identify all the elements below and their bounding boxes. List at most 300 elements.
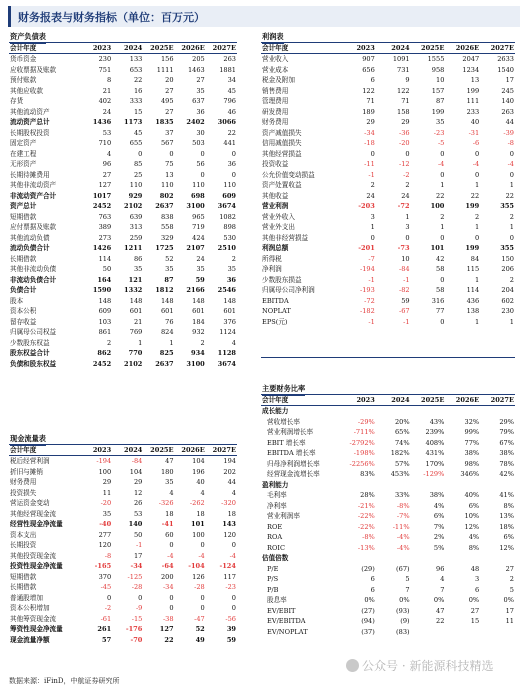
table-cell: 0	[231, 170, 236, 179]
header-year: 2024	[376, 43, 411, 54]
table-cell: -67	[398, 307, 410, 316]
table-cell: 3066	[217, 118, 236, 127]
header-year: 2024	[112, 43, 143, 54]
table-cell: -165	[94, 562, 112, 571]
table-cell: 639	[129, 212, 143, 221]
table-cell: 46	[227, 107, 236, 116]
table-cell: 27	[505, 564, 514, 573]
table-cell: -34	[364, 128, 375, 137]
header-label: 会计年度	[261, 43, 341, 54]
table-cell: 205	[192, 55, 205, 64]
table-cell: -129%	[423, 470, 445, 479]
row-label: 股息率	[267, 596, 287, 605]
row-label: 估值倍数	[262, 554, 289, 563]
table-cell: 8%	[468, 543, 480, 552]
table-cell: 2546	[217, 286, 236, 295]
table-cell: 38%	[464, 449, 480, 458]
header-year: 2025E	[143, 445, 174, 456]
table-row	[9, 338, 237, 348]
table-cell: 35	[227, 265, 236, 274]
table-cell: 83%	[360, 470, 375, 479]
table-cell: 27	[165, 107, 174, 116]
table-cell: -21%	[357, 501, 375, 510]
table-cell: 143	[222, 520, 236, 529]
table-cell: 329	[160, 233, 174, 242]
table-cell: 29	[133, 478, 143, 487]
table-cell: (9)	[400, 617, 410, 626]
report-title: 财务报表与财务指标（单位：百万元）	[18, 11, 205, 24]
table-cell: 206	[501, 265, 514, 274]
table-cell: 731	[397, 65, 410, 74]
table-cell: 140	[501, 97, 514, 106]
table-cell: 180	[160, 467, 174, 476]
table-cell: 1436	[92, 118, 112, 127]
table-cell: 4%	[433, 501, 445, 510]
table-cell: 601	[129, 307, 143, 316]
table-cell: 2	[106, 338, 112, 347]
table-cell: 424	[192, 233, 205, 242]
table-cell: 2	[405, 181, 410, 190]
table-row	[261, 75, 515, 85]
table-cell: 104	[192, 457, 205, 466]
header-year: 2027E	[480, 395, 515, 406]
table-cell: -82	[398, 286, 410, 295]
table-cell: 1082	[219, 212, 236, 221]
table-cell: -711%	[353, 428, 375, 437]
row-label: 经营性现金净流量	[10, 520, 63, 529]
table-cell: 24	[401, 191, 410, 200]
table-cell: -4%	[396, 543, 410, 552]
table-cell: -31	[468, 128, 480, 137]
row-label: 财务费用	[262, 118, 289, 127]
table-cell: 189	[362, 107, 375, 116]
table-row	[9, 540, 237, 550]
table-cell: 115	[466, 265, 480, 274]
table-row	[261, 138, 515, 148]
table-cell: 230	[98, 55, 112, 64]
table-cell: 100	[430, 202, 445, 211]
table-cell: 0	[138, 149, 143, 158]
table-cell: -73	[397, 244, 410, 253]
table-cell: 28%	[360, 491, 375, 500]
table-cell	[411, 406, 446, 417]
table-cell: 18%	[499, 522, 514, 531]
table-cell: 261	[97, 625, 112, 634]
table-cell: 59	[226, 635, 236, 644]
table-cell: 35	[165, 478, 174, 487]
table-cell: 110	[160, 181, 174, 190]
table-row	[9, 348, 237, 358]
table-cell	[445, 627, 480, 637]
table-cell: 2047	[462, 55, 480, 64]
table-cell: 17	[505, 606, 514, 615]
table-cell	[411, 480, 446, 490]
table-cell: -4	[472, 160, 480, 169]
table-cell: -61	[100, 614, 112, 623]
header-year: 2023	[341, 43, 376, 54]
table-row	[261, 275, 515, 285]
table-cell	[445, 553, 480, 563]
row-label: 固定资产	[10, 139, 37, 148]
table-row	[261, 501, 515, 511]
table-cell: 204	[501, 286, 514, 295]
row-label: 少数股东损益	[262, 275, 302, 284]
table-cell: -104	[188, 562, 205, 571]
row-label: 毛利率	[267, 491, 287, 500]
table-cell: 41%	[499, 491, 514, 500]
table-row	[261, 107, 515, 117]
table-row	[9, 624, 237, 634]
table-cell: -1	[403, 275, 410, 284]
table-cell: 84	[470, 254, 480, 263]
table-cell: -11%	[392, 522, 410, 531]
row-label: 税金及附加	[262, 76, 295, 85]
table-cell	[376, 553, 411, 563]
table-row	[261, 233, 515, 243]
table-cell: 719	[192, 223, 205, 232]
table-cell: -47	[194, 614, 205, 623]
table-cell: 22	[436, 191, 445, 200]
table-cell: -34	[162, 583, 174, 592]
table-cell: 4	[231, 338, 236, 347]
table-cell: 52	[165, 254, 174, 263]
table-cell: 0%	[468, 596, 480, 605]
table-cell: 402	[98, 97, 112, 106]
row-label: 投资性现金净流量	[10, 562, 63, 571]
table-cell: 126	[192, 572, 205, 581]
table-row	[261, 96, 515, 106]
table-cell: 2	[509, 575, 514, 584]
table-cell: 15	[133, 107, 143, 116]
table-cell: -1	[368, 317, 375, 326]
table-cell: 0	[200, 541, 205, 550]
table-row	[9, 75, 237, 85]
table-row	[261, 627, 515, 637]
table-cell: 13	[165, 170, 174, 179]
table-cell: -1	[368, 275, 375, 284]
table-cell: 233	[466, 107, 480, 116]
table-cell: 199	[431, 107, 445, 116]
table-cell: 6	[474, 585, 480, 594]
table-cell: 239%	[425, 428, 445, 437]
ratios-title: 主要财务比率	[262, 384, 306, 393]
table-row	[261, 306, 515, 316]
table-cell: 3100	[186, 359, 205, 368]
table-cell: 277	[98, 530, 112, 539]
table-cell: -182	[359, 307, 375, 316]
table-cell: 148	[129, 296, 143, 305]
table-row	[9, 107, 237, 117]
table-cell: -320	[221, 499, 236, 508]
table-cell: 34	[227, 76, 236, 85]
table-cell	[480, 553, 515, 563]
table-row	[261, 522, 515, 532]
row-label: 其他经营损益	[262, 149, 302, 158]
table-cell: 0	[370, 149, 375, 158]
table-row	[261, 543, 515, 553]
row-label: 应付票据及账款	[10, 223, 57, 232]
table-cell: 259	[129, 233, 143, 242]
table-cell: 35	[436, 118, 445, 127]
row-label: 其他经营现金流	[10, 509, 57, 518]
table-cell: -8%	[362, 533, 375, 542]
table-cell: 2452	[92, 359, 112, 368]
table-cell: -40	[99, 520, 112, 529]
table-cell: -18	[364, 139, 375, 148]
row-label: 资本支出	[10, 530, 37, 539]
row-label: 非流动资产合计	[10, 191, 57, 200]
table-cell: 769	[129, 328, 143, 337]
table-row	[9, 519, 237, 529]
row-label: 营业收入	[262, 55, 289, 64]
table-cell: -20	[100, 499, 112, 508]
table-cell: 114	[98, 254, 112, 263]
table-cell: 101	[190, 520, 205, 529]
table-cell: 0%	[399, 596, 410, 605]
table-cell: 637	[192, 97, 205, 106]
table-cell: 36	[227, 160, 236, 169]
table-cell: 86	[133, 254, 143, 263]
table-cell	[445, 406, 480, 417]
table-cell: 120	[98, 541, 112, 550]
balance-sheet-table	[9, 42, 237, 369]
table-row	[261, 532, 515, 542]
table-row	[9, 530, 237, 540]
table-cell: (27)	[361, 606, 375, 615]
header-year: 2025E	[143, 43, 174, 54]
table-cell: 0	[509, 233, 514, 242]
table-cell: -20	[398, 139, 410, 148]
table-row	[9, 180, 237, 190]
table-cell: 35	[102, 509, 112, 518]
row-label: 其他应收款	[10, 86, 43, 95]
table-cell: 53	[102, 128, 112, 137]
row-label: 信用减值损失	[262, 139, 302, 148]
table-cell: 263	[223, 55, 236, 64]
table-cell: 22	[470, 191, 480, 200]
table-cell	[341, 480, 376, 490]
table-cell: 133	[129, 55, 143, 64]
table-cell: 111	[466, 97, 480, 106]
table-cell: (29)	[361, 564, 375, 573]
header-year: 2026E	[175, 43, 206, 54]
table-cell: 0	[405, 233, 410, 242]
row-label: EBITDA	[262, 296, 289, 305]
table-cell: 2637	[155, 359, 174, 368]
table-cell: 71	[401, 97, 410, 106]
table-cell: 655	[129, 139, 143, 148]
table-cell: 3	[474, 575, 480, 584]
table-cell: 825	[159, 349, 174, 358]
table-cell: 6%	[468, 501, 480, 510]
table-row	[9, 128, 237, 138]
table-cell: 12%	[499, 543, 514, 552]
table-cell: 0	[200, 170, 205, 179]
table-cell: 25	[133, 170, 143, 179]
table-cell: 2	[509, 212, 514, 221]
table-row	[9, 359, 237, 369]
table-cell: 114	[466, 286, 480, 295]
table-cell: -176	[125, 625, 143, 634]
table-cell: 653	[129, 65, 143, 74]
table-cell: -203	[358, 202, 375, 211]
table-cell: 245	[501, 86, 514, 95]
watermark-text: 公众号 · 新能源科技精选	[362, 659, 494, 673]
header-year: 2025E	[411, 43, 446, 54]
row-label: 应收票据及账款	[10, 65, 57, 74]
table-cell: 1111	[156, 65, 174, 74]
table-cell: 76	[165, 317, 174, 326]
table-cell: -4	[229, 551, 236, 560]
table-cell: -23	[433, 128, 445, 137]
header-year: 2027E	[206, 43, 237, 54]
row-label: 筹资性现金净流量	[10, 625, 63, 634]
row-label: 其他投资现金流	[10, 551, 57, 560]
table-row	[261, 469, 515, 479]
table-cell: -4	[507, 160, 514, 169]
row-label: NOPLAT	[262, 307, 291, 316]
row-label: 盈利能力	[262, 480, 289, 489]
table-cell: 35	[196, 265, 205, 274]
table-cell: 1	[474, 275, 480, 284]
row-label: 折旧与摊销	[10, 467, 43, 476]
table-cell: 59	[195, 275, 205, 284]
table-row	[261, 212, 515, 222]
table-cell: 273	[98, 233, 112, 242]
table-cell: 10	[401, 254, 410, 263]
table-cell: 13	[470, 76, 480, 85]
table-cell: 1	[169, 338, 174, 347]
table-row	[261, 285, 515, 295]
table-row	[261, 191, 515, 201]
table-cell: -84	[131, 457, 143, 466]
table-cell: 0	[474, 233, 480, 242]
table-cell: 1463	[187, 65, 205, 74]
header-label: 会计年度	[261, 395, 341, 406]
table-cell: 1091	[392, 55, 410, 64]
table-header-row	[9, 43, 237, 54]
table-cell: 838	[160, 212, 174, 221]
table-cell: 2	[200, 338, 205, 347]
table-cell: 60	[165, 530, 174, 539]
table-row	[261, 254, 515, 264]
table-cell: 2107	[186, 244, 205, 253]
table-cell: 36	[196, 107, 205, 116]
table-cell: 1	[138, 338, 143, 347]
table-cell: 898	[223, 223, 236, 232]
table-cell: 110	[129, 181, 143, 190]
table-cell: 2102	[124, 202, 143, 211]
table-row	[261, 149, 515, 159]
table-cell: 7%	[433, 522, 445, 531]
table-cell: 57	[102, 635, 112, 644]
table-row	[9, 327, 237, 337]
table-cell: 12	[133, 488, 143, 497]
table-row	[9, 498, 237, 508]
table-cell: 2%	[433, 533, 445, 542]
row-label: 其他非流动资产	[10, 181, 57, 190]
table-cell: 96	[102, 160, 112, 169]
table-cell: 57%	[394, 459, 410, 468]
table-cell: 43%	[429, 417, 445, 426]
table-cell: 0	[474, 170, 480, 179]
table-cell: 122	[397, 86, 410, 95]
table-cell: 0	[200, 149, 205, 158]
header-label: 会计年度	[9, 43, 81, 54]
table-cell: 100	[98, 467, 112, 476]
table-cell: -84	[398, 265, 410, 274]
table-cell: 40	[196, 478, 205, 487]
table-cell: 1	[509, 317, 514, 326]
header-year: 2024	[112, 445, 143, 456]
table-row	[9, 65, 237, 75]
row-label: 利润总额	[262, 244, 289, 253]
table-cell: 148	[98, 296, 112, 305]
table-cell: 2	[509, 275, 514, 284]
table-cell: 4	[200, 488, 205, 497]
financial-ratios-table	[261, 394, 515, 637]
table-cell: (67)	[396, 564, 410, 573]
table-row	[9, 296, 237, 306]
row-label: 存货	[10, 97, 24, 106]
header-year: 2026E	[445, 395, 480, 406]
table-cell: 1725	[155, 244, 174, 253]
table-cell: 157	[431, 86, 445, 95]
table-cell: 0	[405, 149, 410, 158]
table-cell: 408%	[425, 438, 445, 447]
table-cell: -56	[225, 614, 236, 623]
table-cell: -2256%	[349, 459, 375, 468]
row-label: ROE	[267, 522, 283, 531]
table-cell: 1881	[219, 65, 236, 74]
row-label: 留存收益	[10, 317, 37, 326]
table-cell: 199	[465, 202, 480, 211]
row-label: 少数股东权益	[10, 338, 50, 347]
table-cell: 8%	[503, 501, 514, 510]
table-row	[261, 417, 515, 427]
table-row	[9, 191, 237, 201]
table-cell: 958	[431, 65, 445, 74]
table-cell: 453%	[390, 470, 410, 479]
table-cell: 121	[128, 275, 143, 284]
row-label: 所得税	[262, 254, 282, 263]
table-cell: 40%	[464, 491, 480, 500]
table-row	[9, 635, 237, 645]
row-label: 预付账款	[10, 76, 37, 85]
header-year: 2027E	[480, 43, 515, 54]
row-label: 其他非经营损益	[262, 233, 309, 242]
table-cell: 1	[440, 223, 445, 232]
row-label: 其他非流动负债	[10, 265, 57, 274]
table-cell: 74%	[394, 438, 410, 447]
table-cell: 436	[466, 296, 480, 305]
row-label: EBITDA 增长率	[267, 449, 316, 458]
table-cell: 99%	[464, 428, 480, 437]
row-label: 公允价值变动损益	[262, 170, 315, 179]
table-cell: 1	[509, 181, 514, 190]
table-row	[261, 553, 515, 563]
table-row	[261, 585, 515, 595]
header-year: 2023	[341, 395, 376, 406]
table-row	[261, 606, 515, 616]
table-cell: 11	[102, 488, 112, 497]
table-cell: 4	[231, 488, 236, 497]
row-label: 在建工程	[10, 149, 37, 158]
table-cell: 138	[466, 307, 480, 316]
table-cell: 6	[370, 76, 375, 85]
table-cell: 602	[501, 296, 514, 305]
table-cell: 1555	[427, 55, 445, 64]
